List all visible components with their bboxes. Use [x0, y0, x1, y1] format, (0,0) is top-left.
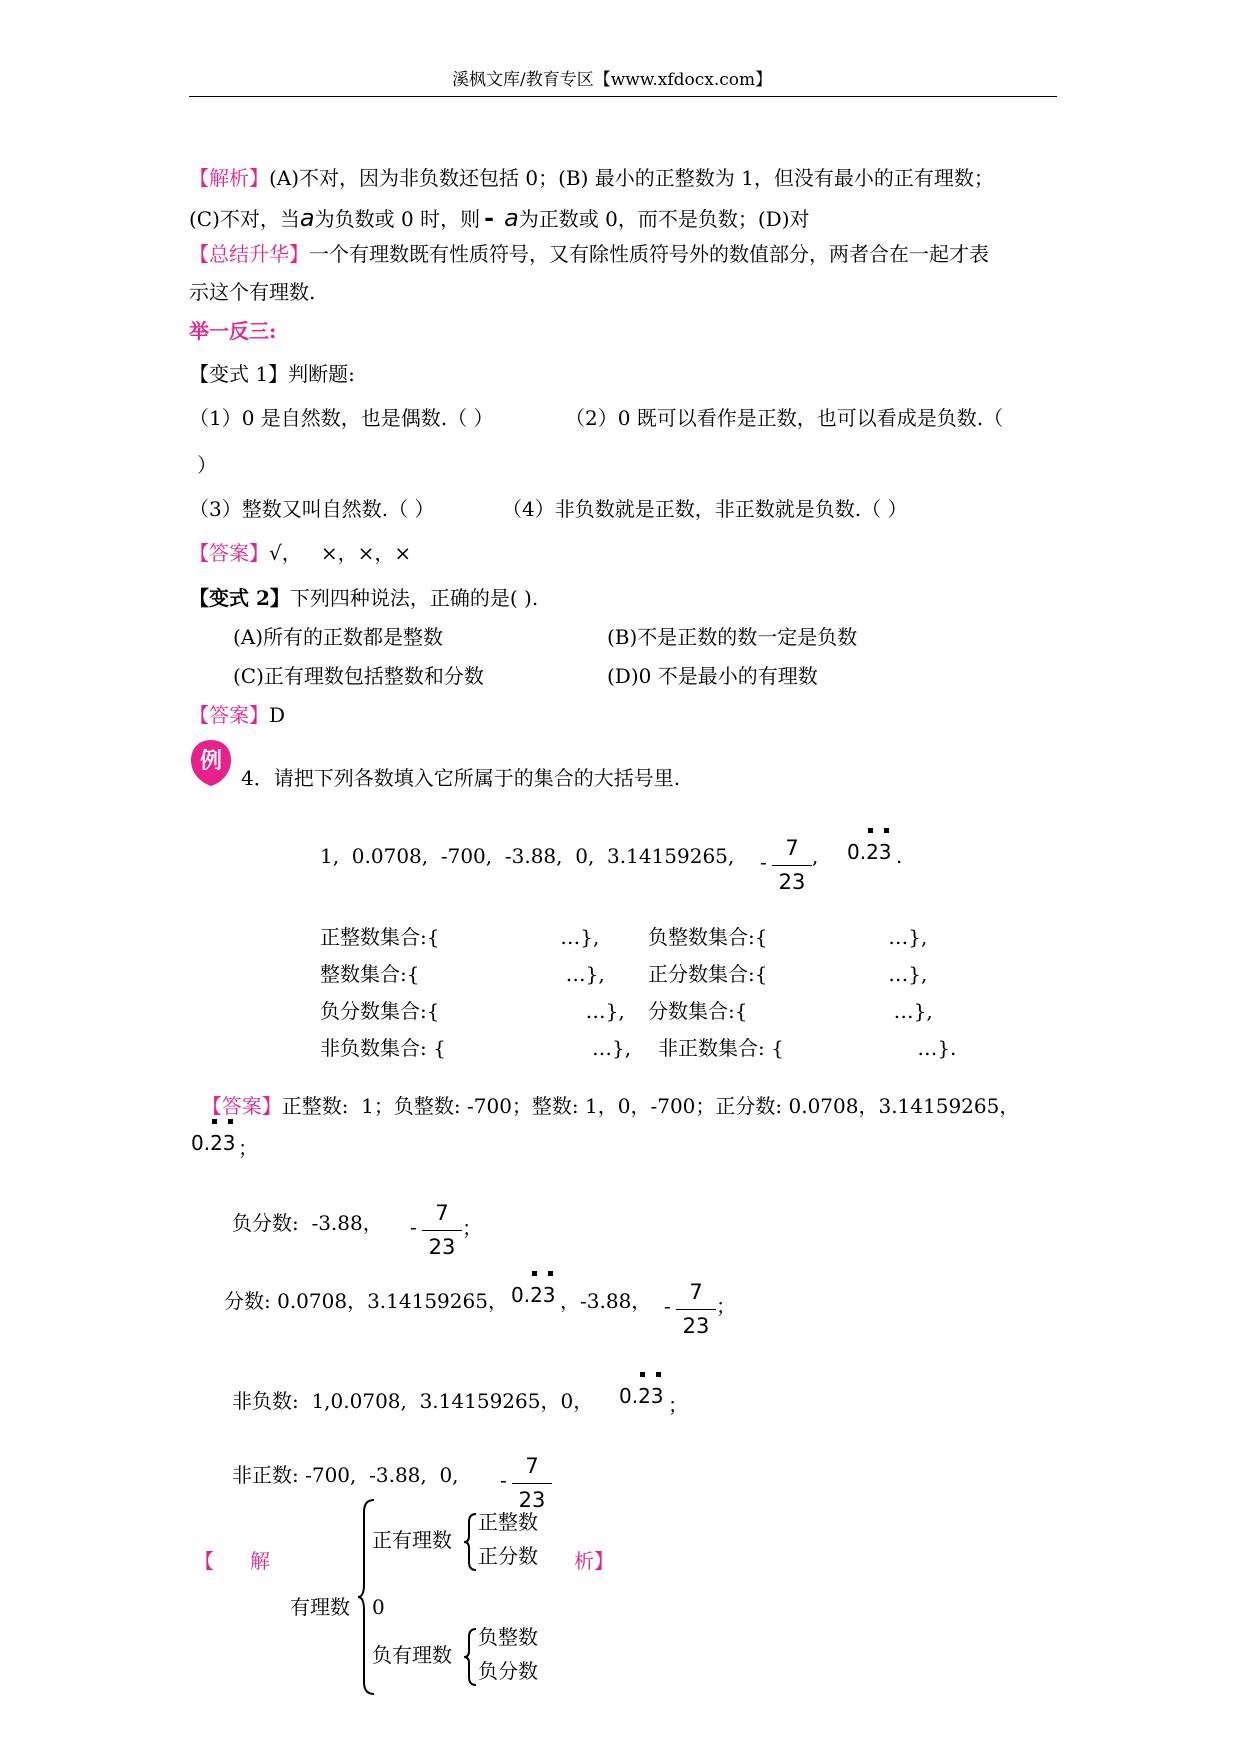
- fraction-bar: [512, 1483, 552, 1484]
- analysis-label: 【解析】: [189, 166, 269, 190]
- answer4-neg-frac: 负分数: -3.88，: [232, 1211, 383, 1235]
- variant2-answer: [189, 705, 285, 725]
- tree-positive: 正有理数: [372, 1528, 452, 1552]
- repeating-decimal-digits: 0.23: [847, 840, 892, 864]
- variant1-q2-close: ）: [197, 453, 217, 477]
- fraction-bar: [676, 1309, 716, 1310]
- repeat-dot-1: [532, 1271, 537, 1276]
- answer4-text-1: 正整数: 1；负整数: -700；整数: 1，0，-700；正分数: 0.0708，3.14159265，: [281, 1094, 1020, 1118]
- repeat-dot-2: [656, 1372, 661, 1377]
- variable-a-2: a: [504, 204, 519, 232]
- example4-numbers: 1, 0.0708, -700, -3.88, 0, 3.14159265,: [320, 844, 735, 868]
- tree-positive-fraction: 正分数: [478, 1544, 538, 1568]
- answer4-fraction-line: 分数: 0.0708，3.14159265，: [224, 1289, 508, 1313]
- answer4-repeating-2-digits: 0.23: [511, 1283, 556, 1307]
- header-rule: [189, 96, 1057, 97]
- variant1-q2: （2）0 既可以看作是正数，也可以看成是负数.（: [565, 406, 1004, 430]
- variant1-answer: [189, 543, 411, 563]
- example-badge-icon: [189, 738, 233, 788]
- tree-negative: 负有理数: [372, 1643, 452, 1667]
- set-fraction: 分数集合:{ …},: [648, 999, 933, 1023]
- fraction-denominator: 23: [428, 1235, 456, 1259]
- answer4-nonneg: 非负数: 1,0.0708, 3.14159265，0，: [232, 1389, 594, 1413]
- variant2-question-line: [189, 588, 538, 608]
- fraction-bar: [422, 1230, 462, 1231]
- repeat-dot-2: [548, 1271, 553, 1276]
- variant2-answer-label: 【答案】: [189, 703, 269, 727]
- minus-sign: -: [484, 203, 495, 232]
- tree-negative-integer: 负整数: [478, 1625, 538, 1649]
- tree-positive-integer: 正整数: [478, 1510, 538, 1534]
- analysis2-xi: 析】: [574, 1549, 614, 1573]
- set-nonnegative: 非负数集合: { …},: [320, 1036, 632, 1060]
- rep-after: .: [896, 844, 903, 868]
- repeat-dot-2: [884, 828, 889, 833]
- set-negative-fraction: 负分数集合:{ …},: [320, 999, 625, 1023]
- answer4-label: 【答案】: [201, 1094, 282, 1118]
- fraction-denominator: 23: [682, 1314, 710, 1338]
- answer4-semicolon: ；: [668, 1393, 688, 1417]
- tree-negative-brace: [464, 1627, 478, 1687]
- answer4-nonpos: 非正数: -700, -3.88, 0,: [232, 1463, 459, 1487]
- fraction-numerator: 7: [525, 1454, 539, 1478]
- repeat-dot-1: [212, 1119, 217, 1124]
- fraction-denominator: 23: [518, 1488, 546, 1512]
- answer4-repeating-1: [191, 1131, 236, 1155]
- analysis-line-1: [189, 168, 994, 188]
- tree-positive-brace: [464, 1512, 478, 1572]
- page-header: 溪枫文库/教育专区【www.xfdocx.com】: [452, 70, 773, 90]
- analysis-text-1: (A)不对，因为非负数还包括 0；(B) 最小的正整数为 1，但没有最小的正有理数；: [269, 166, 994, 190]
- variant2-option-c: (C)正有理数包括整数和分数: [233, 664, 484, 688]
- repeat-dot-1: [868, 828, 873, 833]
- answer4-semicolon: ；: [462, 1216, 482, 1240]
- frac-sign: -: [664, 1294, 671, 1318]
- tree-root: 有理数: [290, 1595, 350, 1619]
- answer4-repeating-3-digits: 0.23: [619, 1384, 664, 1408]
- variant1-q1: （1）0 是自然数，也是偶数.（ ）: [189, 406, 494, 430]
- tree-zero: 0: [372, 1595, 385, 1619]
- variant2-option-d: (D)0 不是最小的有理数: [607, 664, 818, 688]
- answer4-repeating-2: [511, 1283, 556, 1307]
- summary-text-1: 一个有理数既有性质符号，又有除性质符号外的数值部分，两者合在一起才表: [309, 242, 989, 266]
- frac-sign: -: [410, 1215, 417, 1239]
- repeat-dot-1: [640, 1372, 645, 1377]
- fraction-numerator: 7: [785, 836, 799, 860]
- frac-sign: -: [760, 850, 767, 874]
- summary-label: 【总结升华】: [189, 242, 309, 266]
- example-badge-label: 例: [199, 749, 223, 774]
- practice-heading: 举一反三:: [189, 319, 277, 343]
- answer4-line1-after: ；: [238, 1136, 258, 1160]
- set-integer: 整数集合:{ …},: [320, 962, 605, 986]
- analysis-text-2b: 为负数或 0 时，则: [314, 207, 481, 231]
- answer4-semicolon: ；: [716, 1294, 736, 1318]
- variant1-answer-label: 【答案】: [189, 541, 269, 565]
- example4-question: 4．请把下列各数填入它所属于的集合的大括号里.: [241, 766, 681, 790]
- fraction-7-23: [512, 1456, 552, 1511]
- variant2-label: 【变式 2】: [189, 586, 290, 610]
- answer4-fraction-mid: ，-3.88，: [560, 1289, 652, 1313]
- set-negative-integer: 负整数集合:{ …},: [648, 925, 928, 949]
- set-positive-integer: 正整数集合:{ …},: [320, 925, 600, 949]
- fraction-7-23: [676, 1282, 716, 1337]
- analysis2-open: 【: [194, 1549, 214, 1573]
- variant2-answer-text: D: [269, 703, 286, 727]
- frac-after: ,: [812, 844, 819, 868]
- analysis-line-2: [189, 203, 810, 232]
- fraction-denominator: 23: [778, 870, 806, 894]
- analysis2-jie: 解: [250, 1549, 270, 1573]
- fraction-numerator: 7: [435, 1201, 449, 1225]
- fraction-7-23: [422, 1203, 462, 1258]
- variant1-q3: （3）整数又叫自然数.（ ）: [189, 497, 435, 521]
- summary-text-2: 示这个有理数.: [189, 280, 316, 304]
- variant1-q4: （4）非负数就是正数，非正数就是负数.（ ）: [502, 497, 908, 521]
- repeating-decimal: [847, 840, 892, 864]
- answer4-line-1: [189, 1076, 1019, 1116]
- set-positive-fraction: 正分数集合:{ …},: [648, 962, 928, 986]
- frac-sign: -: [500, 1468, 507, 1492]
- fraction-bar: [772, 865, 812, 866]
- set-nonpositive: 非正数集合: { …}.: [658, 1036, 957, 1060]
- answer4-repeating-3: [619, 1384, 664, 1408]
- variant1-answer-text: √， ×，×，×: [269, 541, 412, 565]
- tree-negative-fraction: 负分数: [478, 1659, 538, 1683]
- variant2-option-a: (A)所有的正数都是整数: [233, 625, 444, 649]
- analysis-text-2a: (C)不对，当: [189, 207, 300, 231]
- summary-line-1: [189, 244, 989, 264]
- variant1-label: 【变式 1】判断题:: [189, 362, 355, 386]
- variant2-question: 下列四种说法，正确的是( ).: [289, 586, 539, 610]
- repeat-dot-2: [228, 1119, 233, 1124]
- fraction-7-23: [772, 838, 812, 893]
- analysis-text-2c: 为正数或 0，而不是负数；(D)对: [518, 207, 810, 231]
- answer4-repeating-1-digits: 0.23: [191, 1131, 236, 1155]
- fraction-numerator: 7: [689, 1280, 703, 1304]
- variable-a: a: [299, 204, 315, 232]
- variant2-option-b: (B)不是正数的数一定是负数: [607, 625, 858, 649]
